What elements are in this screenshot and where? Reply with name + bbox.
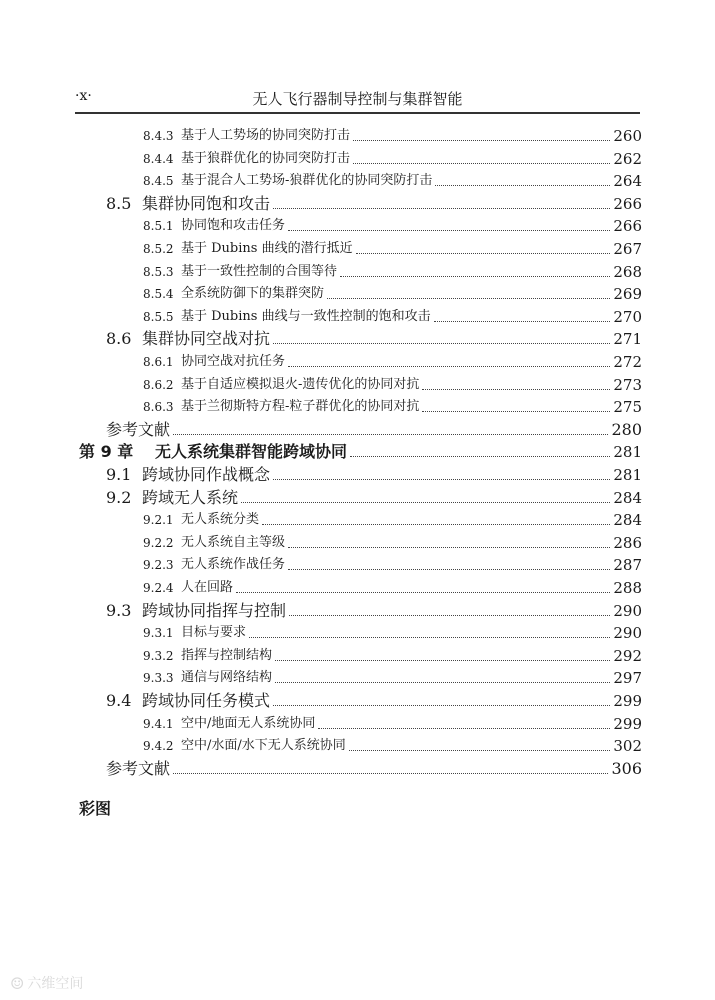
toc-entry-title: 集群协同饱和攻击 [142, 193, 271, 213]
toc-entry-page: 267 [613, 240, 642, 258]
dot-leader [356, 253, 611, 254]
toc-section-entry [106, 487, 642, 509]
toc-entry-page: 292 [613, 646, 642, 665]
dot-leader [288, 366, 610, 367]
page-number: ·x· [75, 88, 92, 104]
toc-entry-number: 9.3 [106, 600, 132, 620]
toc-entry-title: 空中/水面/水下无人系统协同 [181, 738, 346, 754]
watermark [10, 973, 83, 993]
dot-leader [273, 208, 610, 209]
toc-entry-title: 全系统防御下的集群突防 [181, 286, 325, 302]
toc-entry-title: 无人系统自主等级 [181, 534, 286, 550]
toc-subsection-entry [143, 306, 642, 328]
toc-entry-number: 9.3.2 [143, 648, 174, 663]
dot-leader [422, 389, 610, 390]
toc-entry-page: 306 [611, 758, 642, 778]
toc-entry-title: 跨域协同作战概念 [142, 465, 271, 484]
toc-section-entry [106, 464, 642, 486]
toc-entry-title: 协同饱和攻击任务 [181, 218, 286, 234]
toc-entry-number: 8.4.4 [143, 151, 174, 166]
dot-leader [236, 592, 610, 593]
toc-entry-title: 基于自适应模拟退火-遗传优化的协同对抗 [181, 376, 420, 392]
toc-section-entry [106, 690, 642, 712]
toc-subsection-entry [143, 125, 642, 147]
toc-entry-page: 266 [613, 217, 642, 236]
toc-entry-page: 281 [613, 466, 642, 484]
dot-leader [273, 705, 610, 706]
toc-subsection-entry [143, 509, 642, 531]
appendix-entry: 彩图 [79, 799, 112, 818]
toc-entry-page: 269 [613, 285, 642, 304]
toc-subsection-entry [143, 283, 642, 305]
toc-section-entry [106, 193, 642, 215]
toc-entry-number: 8.4.5 [143, 174, 174, 189]
running-header [75, 88, 640, 114]
dot-leader [353, 140, 610, 141]
dot-leader [289, 615, 610, 616]
toc-entry-page: 297 [613, 669, 642, 688]
toc-entry-number: 8.5.1 [143, 219, 174, 234]
toc-entry-number: 8.6.2 [143, 377, 174, 392]
toc-entry-page: 268 [613, 262, 642, 281]
dot-leader [434, 321, 611, 322]
toc-entry-number: 9.2.2 [143, 535, 174, 550]
dot-leader [340, 276, 610, 277]
toc-subsection-entry [143, 238, 642, 260]
toc-references-entry [106, 758, 642, 780]
watermark-text: 六维空间 [27, 976, 84, 992]
toc-entry-page: 302 [613, 737, 642, 756]
toc-entry-page: 273 [613, 375, 642, 394]
toc-entry-page: 272 [613, 353, 642, 371]
toc-entry-number: 9.1 [106, 465, 132, 484]
watermark-logo-icon: ☺ [10, 973, 25, 993]
dot-leader [327, 298, 610, 299]
toc-entry-number: 9.3.3 [143, 671, 174, 686]
toc-entry-title: 跨域协同指挥与控制 [142, 600, 287, 620]
toc-entry-title: 基于狼群优化的协同突防打击 [181, 150, 351, 166]
toc-entry-number: 9.4.1 [143, 716, 174, 731]
toc-subsection-entry [143, 577, 642, 599]
toc-subsection-entry [143, 645, 642, 667]
dot-leader [288, 569, 610, 570]
toc-entry-title: 通信与网络结构 [181, 670, 273, 686]
toc-entry-number: 8.5 [106, 193, 132, 213]
dot-leader [350, 456, 610, 457]
toc-entry-page: 299 [613, 714, 642, 733]
dot-leader [273, 343, 610, 344]
toc-entry-title: 无人系统集群智能跨域协同 [155, 442, 348, 462]
toc-entry-number: 9.2.3 [143, 558, 174, 573]
toc-entry-title: 目标与要求 [181, 625, 247, 641]
toc-entry-title: 人在回路 [181, 580, 234, 595]
toc-entry-page: 266 [613, 194, 642, 213]
toc-entry-title: 空中/地面无人系统协同 [181, 715, 316, 731]
toc-entry-page: 270 [613, 307, 642, 326]
toc-entry-number: 8.6 [106, 329, 132, 349]
toc-entry-number: 9.2 [106, 487, 132, 507]
toc-subsection-entry [143, 554, 642, 576]
toc-entry-page: 287 [613, 556, 642, 575]
toc-chapter-entry [79, 441, 642, 463]
toc-entry-page: 286 [613, 533, 642, 552]
dot-leader [173, 773, 608, 774]
toc-subsection-entry [143, 622, 642, 644]
toc-entry-page: 284 [613, 488, 642, 507]
toc-subsection-entry [143, 532, 642, 554]
dot-leader [422, 411, 610, 412]
toc-subsection-entry [143, 667, 642, 689]
dot-leader [275, 682, 610, 683]
dot-leader [318, 728, 610, 729]
toc-entry-number: 8.6.1 [143, 355, 174, 369]
book-title: 无人飞行器制导控制与集群智能 [252, 90, 463, 108]
toc-entry-number: 9.2.1 [143, 513, 174, 528]
toc-section-entry [106, 328, 642, 350]
toc-subsection-entry [143, 170, 642, 192]
toc-entry-number: 9.4.2 [143, 739, 174, 754]
toc-entry-number: 8.5.4 [143, 287, 174, 302]
dot-leader [288, 230, 610, 231]
toc-entry-number: 8.4.3 [143, 129, 174, 143]
toc-entry-page: 264 [613, 172, 642, 191]
toc-entry-title: 基于混合人工势场-狼群优化的协同突防打击 [181, 173, 433, 189]
toc-entry-title: 指挥与控制结构 [181, 647, 273, 663]
dot-leader [435, 185, 610, 186]
toc-entry-number: 8.6.3 [143, 400, 174, 415]
toc-entry-page: 280 [611, 419, 642, 439]
toc-entry-title: 基于 Dubins 曲线的潜行抵近 [181, 241, 353, 256]
toc-entry-page: 260 [613, 127, 642, 145]
dot-leader [262, 524, 610, 525]
toc-entry-page: 290 [613, 601, 642, 620]
toc-section-entry [106, 600, 642, 622]
dot-leader [275, 660, 610, 661]
toc-entry-title: 跨域协同任务模式 [142, 691, 271, 710]
toc-subsection-entry [143, 396, 642, 418]
toc-entry-page: 271 [613, 330, 642, 349]
toc-entry-number: 8.5.3 [143, 264, 174, 279]
dot-leader [173, 434, 608, 435]
toc-entry-title: 参考文献 [106, 758, 171, 778]
toc-entry-number: 第 9 章 [79, 442, 134, 462]
toc-entry-page: 284 [613, 511, 642, 530]
toc-entry-title: 协同空战对抗任务 [181, 354, 286, 369]
toc-subsection-entry [143, 735, 642, 757]
toc-references-entry [106, 419, 642, 441]
dot-leader [288, 547, 610, 548]
toc-entry-page: 288 [613, 579, 642, 597]
toc-entry-title: 跨域无人系统 [142, 487, 239, 507]
toc-entry-number: 9.4 [106, 691, 132, 710]
toc-entry-page: 299 [613, 692, 642, 710]
toc-entry-number: 8.5.2 [143, 242, 174, 256]
toc-entry-title: 参考文献 [106, 419, 171, 439]
toc-entry-title: 无人系统作战任务 [181, 557, 286, 573]
toc-entry-number: 9.2.4 [143, 581, 174, 595]
toc-entry-title: 基于 Dubins 曲线与一致性控制的饱和攻击 [181, 308, 431, 324]
dot-leader [353, 163, 610, 164]
toc-entry-page: 262 [613, 149, 642, 168]
toc-entry-page: 275 [613, 398, 642, 417]
toc-subsection-entry [143, 713, 642, 735]
toc-entry-title: 集群协同空战对抗 [142, 329, 271, 349]
toc-entry-title: 无人系统分类 [181, 512, 260, 528]
toc-entry-number: 8.5.5 [143, 309, 174, 324]
dot-leader [241, 502, 610, 503]
dot-leader [249, 637, 610, 638]
toc-entry-number: 9.3.1 [143, 626, 174, 641]
toc-subsection-entry [143, 374, 642, 396]
toc-subsection-entry [143, 261, 642, 283]
toc-entry-title: 基于一致性控制的合围等待 [181, 263, 338, 279]
toc-subsection-entry [143, 215, 642, 237]
toc-entry-page: 281 [613, 443, 642, 462]
toc-entry-page: 290 [613, 624, 642, 643]
dot-leader [273, 479, 610, 480]
toc-entry-title: 基于人工势场的协同突防打击 [181, 128, 351, 143]
toc-entry-title: 基于兰彻斯特方程-粒子群优化的协同对抗 [181, 399, 420, 415]
dot-leader [349, 750, 611, 751]
toc-subsection-entry [143, 351, 642, 373]
toc-subsection-entry [143, 148, 642, 170]
